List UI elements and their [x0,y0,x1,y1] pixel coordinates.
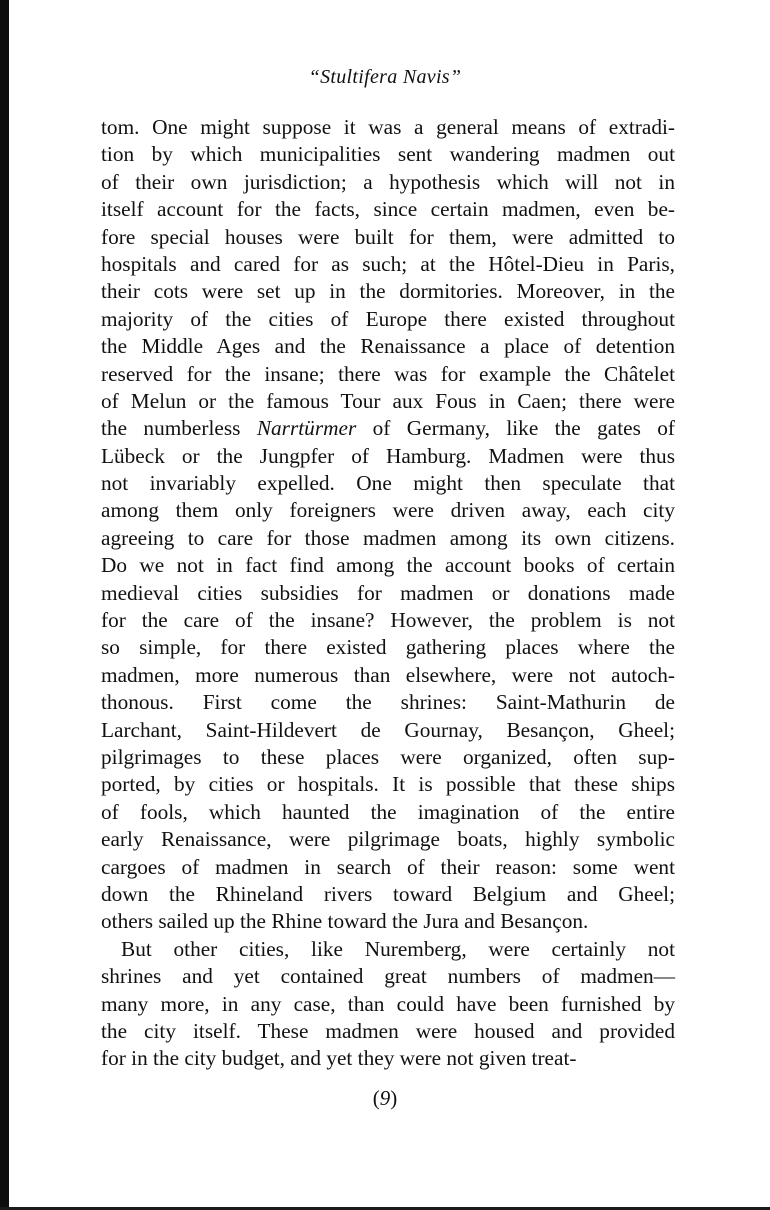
text-line: hospitals and cared for as such; at the Hôtel-Dieu in Paris, [101,251,675,276]
text-line: of their own jurisdiction; a hypothesis which will not in [101,169,675,194]
text-line: early Renaissance, were pilgrimage boats, highly symbolic [101,827,675,852]
text-line: fore special houses were built for them, were admitted to [101,224,675,249]
text-line: thonous. First come the shrines: Saint-Mathurin de [101,690,675,715]
text-line: of fools, which haunted the imagination of the entire [101,799,675,824]
text-line: for the care of the insane? However, the problem is not [101,608,675,633]
text-line: many more, in any case, than could have been furnished by [101,991,675,1016]
text-line: the numberless Narrtürmer of Germany, like the gates of [101,416,675,441]
paragraph [101,114,675,936]
text-line: down the Rhineland rivers toward Belgium and Gheel; [101,881,675,906]
page-number-open: ( [372,1086,380,1110]
text-line: agreeing to care for those madmen among its own citizens. [101,525,675,550]
text-line: the city itself. These madmen were housed and provided [101,1018,675,1043]
text-line: cargoes of madmen in search of their reason: some went [101,854,675,879]
text-line: Lübeck or the Jungpfer of Hamburg. Madmen were thus [101,443,675,468]
text-line: reserved for the insane; there was for example the Châtelet [101,361,675,386]
paragraph [101,936,675,1073]
text-line: madmen, more numerous than elsewhere, were not autoch- [101,662,675,687]
text-line: so simple, for there existed gathering places where the [101,635,675,660]
text-line: ported, by cities or hospitals. It is possible that these ships [101,772,675,797]
scan-edge-left [0,0,9,1210]
running-head: “Stultifera Navis” [308,66,462,88]
italic-term: Narrtürmer [256,416,357,441]
text-line: But other cities, like Nuremberg, were certainly not [121,936,675,961]
text-line: their cots were set up in the dormitories. Moreover, in the [101,279,675,304]
text-line: Do we not in fact find among the account books of certain [101,553,675,578]
page-number [0,1086,770,1111]
text-line: of Melun or the famous Tour aux Fous in Caen; there were [101,388,675,413]
text-line: not invariably expelled. One might then speculate that [101,471,675,496]
text-line: Larchant, Saint-Hildevert de Gournay, Besançon, Gheel; [101,717,675,742]
text-line: tom. One might suppose it was a general means of extradi- [101,115,675,139]
page-number-digit: 9 [379,1086,391,1110]
text-line: the Middle Ages and the Renaissance a place of detention [101,334,675,359]
page-body [101,114,675,1073]
text-line: medieval cities subsidies for madmen or donations made [101,580,675,605]
text-line: itself account for the facts, since certain madmen, even be- [101,197,675,222]
text-line: shrines and yet contained great numbers of madmen— [101,964,675,989]
text-line: pilgrimages to these places were organized, often sup- [101,744,675,769]
text-line: tion by which municipalities sent wandering madmen out [101,142,675,167]
text-line: among them only foreigners were driven away, each city [101,498,675,523]
text-line: majority of the cities of Europe there existed throughout [101,306,675,331]
page-number-close: ) [390,1086,398,1110]
text-line: for in the city budget, and yet they were not given treat- [101,1046,577,1071]
text-line: others sailed up the Rhine toward the Jura and Besançon. [101,909,589,934]
